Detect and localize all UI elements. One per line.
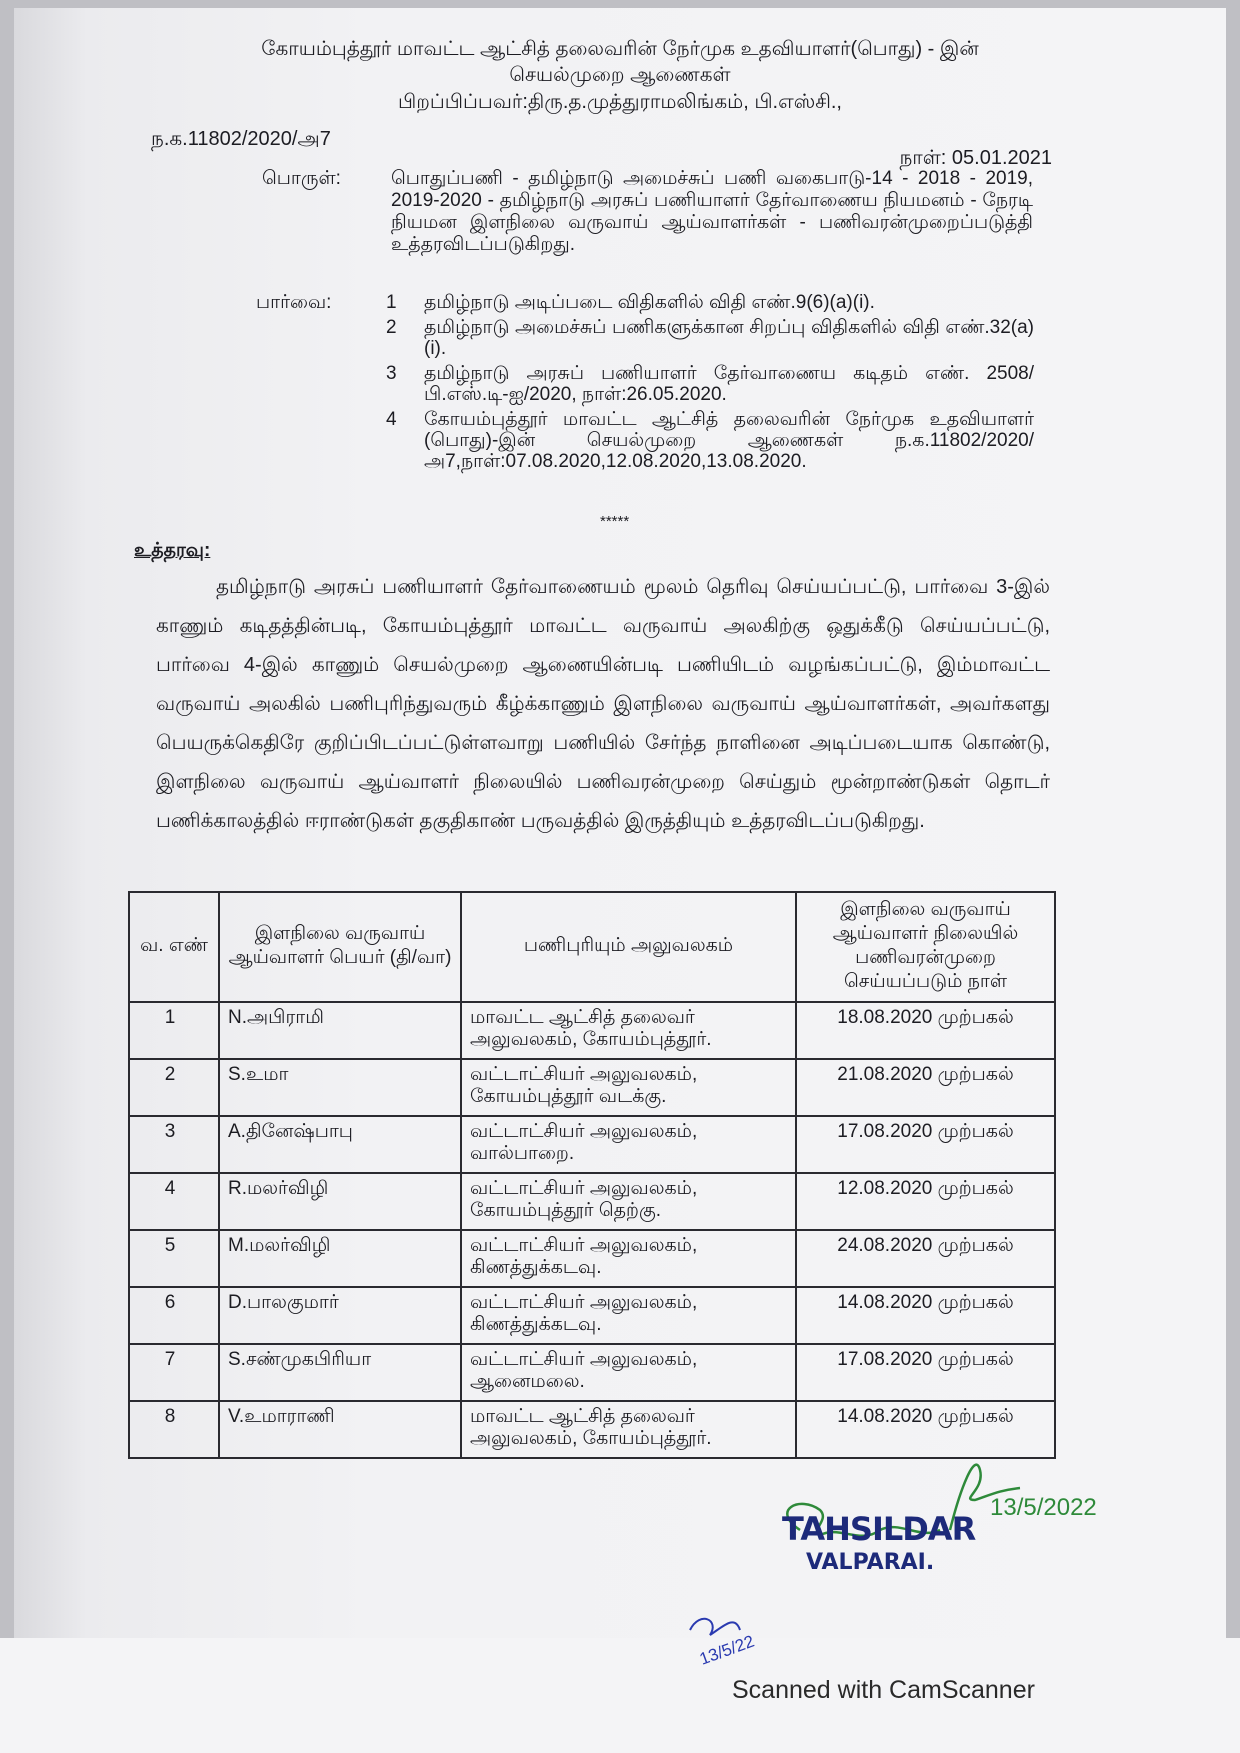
issuer-line: பிறப்பிப்பவர்:திரு.த.முத்துராமலிங்கம், பி.எஸ்சி.,	[398, 91, 842, 113]
reference-text: தமிழ்நாடு அரசுப் பணியாளர் தேர்வாணைய கடிதம் எண். 2508/பி.எஸ்.டி-ஐ/2020, நாள்:26.05.2020.	[424, 363, 1034, 405]
reference-text: கோயம்புத்தூர் மாவட்ட ஆட்சித் தலைவரின் நேர்முக உதவியாளர் (பொது)-இன் செயல்முறை ஆணைகள் ந.க.11802/2020/அ7,நாள்:07.08.2020,12.08.2020,13.08.2020.	[424, 409, 1034, 472]
date-cell: 12.08.2020 முற்பகல்	[796, 1173, 1055, 1230]
stamp-place: VALPARAI.	[806, 1550, 935, 1575]
camscanner-watermark: Scanned with CamScanner	[732, 1676, 1035, 1704]
name-cell: V.உமாராணி	[219, 1401, 461, 1458]
col-header-serial: வ. எண்	[129, 892, 219, 1002]
initials-date: 13/5/22	[696, 1631, 757, 1669]
reference-number: 3	[386, 363, 397, 384]
references-list	[386, 292, 1034, 476]
table-row	[129, 1002, 1055, 1059]
table-row	[129, 1287, 1055, 1344]
reference-number: ந.க.11802/2020/அ7	[151, 128, 331, 150]
name-cell: S.உமா	[219, 1059, 461, 1116]
reference-item	[386, 317, 1034, 359]
header-line-1: கோயம்புத்தூர் மாவட்ட ஆட்சித் தலைவரின் நேர்முக உதவியாளர்(பொது) - இன்	[261, 38, 979, 60]
reference-number: 2	[386, 317, 397, 338]
reference-item	[386, 409, 1034, 472]
serial-cell: 8	[129, 1401, 219, 1458]
subject-text: பொதுப்பணி - தமிழ்நாடு அமைச்சுப் பணி வகைபாடு-14 - 2018 - 2019, 2019-2020 - தமிழ்நாடு அரசுப் பணியாளர் தேர்வாணைய நியமனம் - நேரடி நியமன இளநிலை வருவாய் ஆய்வாளர்கள் - பணிவரன்முறைப்படுத்தி உத்தரவிடப்படுகிறது.	[391, 168, 1033, 255]
office-cell: வட்டாட்சியர் அலுவலகம், கோயம்புத்தூர் வடக்கு.	[461, 1059, 796, 1116]
reference-item	[386, 292, 1034, 313]
table-row	[129, 1344, 1055, 1401]
name-cell: N.அபிராமி	[219, 1002, 461, 1059]
col-header-office: பணிபுரியும் அலுவலகம்	[461, 892, 796, 1002]
reference-text: தமிழ்நாடு அமைச்சுப் பணிகளுக்கான சிறப்பு விதிகளில் விதி எண்.32(a)(i).	[424, 317, 1034, 359]
name-cell: D.பாலகுமார்	[219, 1287, 461, 1344]
serial-cell: 6	[129, 1287, 219, 1344]
header-line-2: செயல்முறை ஆணைகள்	[509, 64, 731, 86]
table-row	[129, 1173, 1055, 1230]
table-row	[129, 1059, 1055, 1116]
regularisation-table	[128, 891, 1056, 1459]
reference-number: 4	[386, 409, 397, 430]
office-cell: மாவட்ட ஆட்சித் தலைவர் அலுவலகம், கோயம்புத்தூர்.	[461, 1401, 796, 1458]
separator-stars: *****	[600, 513, 630, 530]
serial-cell: 7	[129, 1344, 219, 1401]
serial-cell: 4	[129, 1173, 219, 1230]
subject-label: பொருள்:	[262, 168, 341, 189]
serial-cell: 2	[129, 1059, 219, 1116]
date-cell: 18.08.2020 முற்பகல்	[796, 1002, 1055, 1059]
initials	[680, 1600, 790, 1670]
table-row	[129, 1116, 1055, 1173]
office-cell: மாவட்ட ஆட்சித் தலைவர் அலுவலகம், கோயம்புத்தூர்.	[461, 1002, 796, 1059]
reference-number: 1	[386, 292, 397, 313]
order-heading: உத்தரவு:	[134, 540, 211, 561]
col-header-date: இளநிலை வருவாய் ஆய்வாளர் நிலையில் பணிவரன்முறை செய்யப்படும் நாள்	[796, 892, 1055, 1002]
serial-cell: 3	[129, 1116, 219, 1173]
signature-date: 13/5/2022	[990, 1494, 1097, 1521]
serial-cell: 1	[129, 1002, 219, 1059]
reference-item	[386, 363, 1034, 405]
office-cell: வட்டாட்சியர் அலுவலகம், கோயம்புத்தூர் தெற்கு.	[461, 1173, 796, 1230]
office-cell: வட்டாட்சியர் அலுவலகம், கிணத்துக்கடவு.	[461, 1287, 796, 1344]
col-header-name: இளநிலை வருவாய் ஆய்வாளர் பெயர் (தி/வா)	[219, 892, 461, 1002]
date-cell: 17.08.2020 முற்பகல்	[796, 1116, 1055, 1173]
date-cell: 24.08.2020 முற்பகல்	[796, 1230, 1055, 1287]
page-bottom-margin	[0, 1638, 1240, 1753]
date-cell: 14.08.2020 முற்பகல்	[796, 1287, 1055, 1344]
reference-text: தமிழ்நாடு அடிப்படை விதிகளில் விதி எண்.9(6)(a)(i).	[424, 292, 875, 313]
date-cell: 17.08.2020 முற்பகல்	[796, 1344, 1055, 1401]
office-cell: வட்டாட்சியர் அலுவலகம், கிணத்துக்கடவு.	[461, 1230, 796, 1287]
office-cell: வட்டாட்சியர் அலுவலகம், ஆனைமலை.	[461, 1344, 796, 1401]
name-cell: S.சண்முகபிரியா	[219, 1344, 461, 1401]
name-cell: R.மலர்விழி	[219, 1173, 461, 1230]
serial-cell: 5	[129, 1230, 219, 1287]
name-cell: A.தினேஷ்பாபு	[219, 1116, 461, 1173]
date-cell: 14.08.2020 முற்பகல்	[796, 1401, 1055, 1458]
stamp-designation: TAHSILDAR	[782, 1510, 976, 1548]
office-cell: வட்டாட்சியர் அலுவலகம், வால்பாறை.	[461, 1116, 796, 1173]
order-date: நாள்: 05.01.2021	[899, 147, 1052, 169]
table-row	[129, 1230, 1055, 1287]
date-cell: 21.08.2020 முற்பகல்	[796, 1059, 1055, 1116]
order-text: தமிழ்நாடு அரசுப் பணியாளர் தேர்வாணையம் மூலம் தெரிவு செய்யப்பட்டு, பார்வை 3-இல் காணும் கடிதத்தின்படி, கோயம்புத்தூர் மாவட்ட வருவாய் அலகிற்கு ஒதுக்கீடு செய்யப்பட்டு, பார்வை 4-இல் காணும் செயல்முறை ஆணையின்படி பணியிடம் வழங்கப்பட்டு, இம்மாவட்ட வருவாய் அலகில் பணிபுரிந்துவரும் கீழ்க்காணும் இளநிலை வருவாய் ஆய்வாளர்கள், அவர்களது பெயருக்கெதிரே குறிப்பிடப்பட்டுள்ளவாறு பணியில் சேர்ந்த நாளினை அடிப்படையாக கொண்டு, இளநிலை வருவாய் ஆய்வாளர் நிலையில் பணிவரன்முறை செய்தும் மூன்றாண்டுகள் தொடர் பணிக்காலத்தில் ஈராண்டுகள் தகுதிகாண் பருவத்தில் இருத்தியும் உத்தரவிடப்படுகிறது.	[156, 576, 1050, 832]
references-label: பார்வை:	[256, 292, 332, 313]
name-cell: M.மலர்விழி	[219, 1230, 461, 1287]
